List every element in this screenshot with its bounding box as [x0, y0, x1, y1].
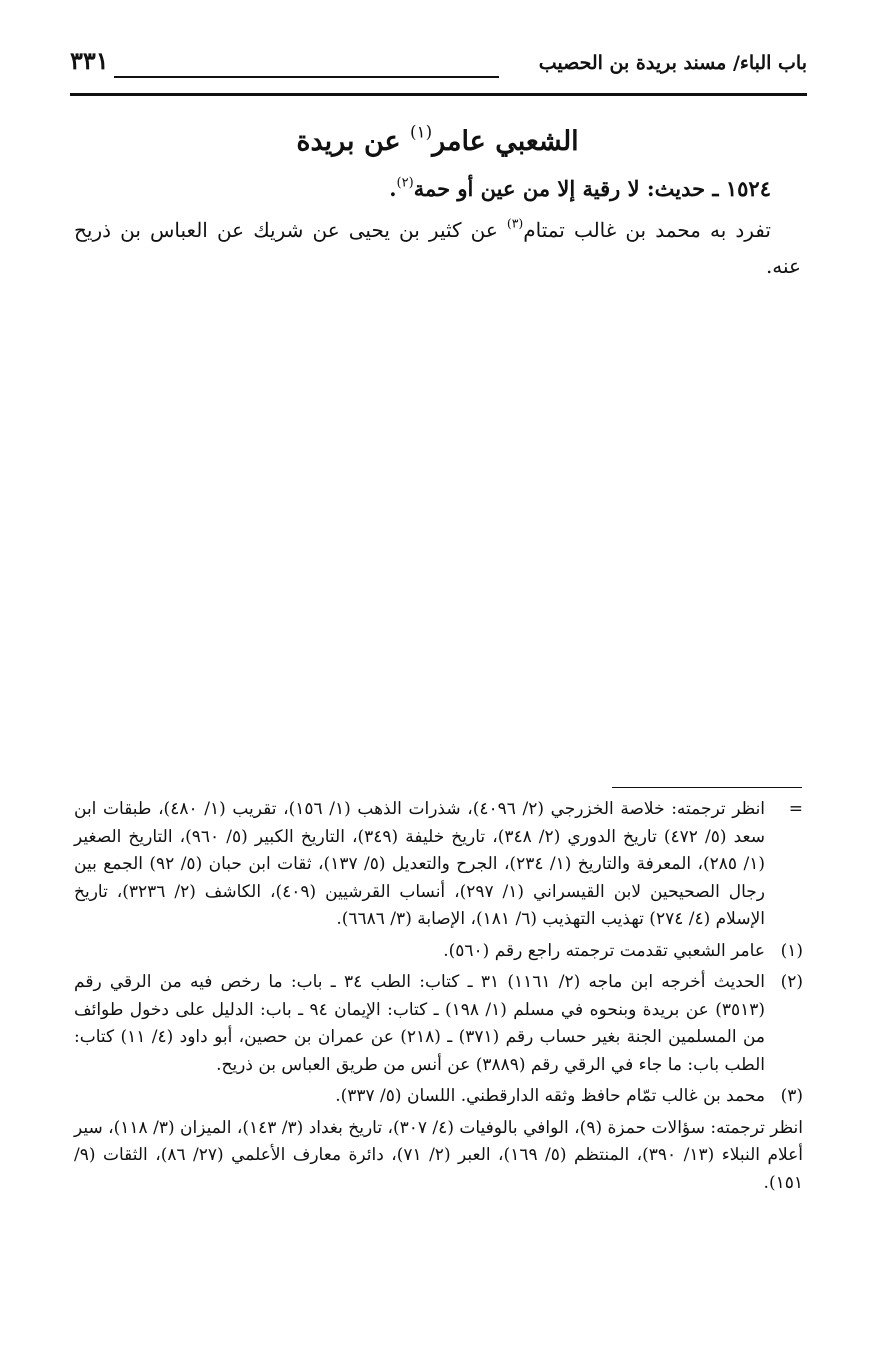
footnote-ref-3: (٣) — [506, 215, 524, 231]
footnote-marker: (٣) — [780, 1086, 803, 1106]
footnote-continuation — [74, 796, 803, 934]
footnote-ref-1: (١) — [410, 121, 433, 142]
footnote-text: عامر الشعبي تقدمت ترجمته راجع رقم (٥٦٠). — [443, 940, 765, 961]
body-text-part1: تفرد به محمد بن غالب تمتام — [523, 218, 771, 242]
running-header — [70, 46, 807, 92]
footnote-marker: (٢) — [780, 972, 803, 992]
header-rule — [70, 93, 807, 96]
footnote-text: الحديث أخرجه ابن ماجه (٢/ ١١٦١) ٣١ ـ كتاب: الطب ٣٤ ـ باب: ما رخص فيه من الرقي رقم (٣٥١٣) عن بريدة وبنحوه في مسلم (١/ ١٩٨) ـ كتاب: الإيمان ٩٤ ـ باب: الدليل على دخول طوائف من المسلمين الجنة بغير حساب رقم (٣٧١) ـ (٢١٨) عن عمران بن حصين، أبو داود (٤/ ١١) كتاب: الطب باب: ما جاء في الرقي رقم (٣٨٨٩) عن أنس من طريق العباس بن ذريح. — [74, 972, 765, 1075]
footnote-2 — [74, 969, 803, 1079]
chapter-title-end: عن بريدة — [296, 126, 411, 157]
footnotes — [74, 796, 803, 1197]
footnote-ref-2: (٢) — [396, 175, 414, 191]
body-paragraph — [74, 212, 801, 284]
footnote-1 — [74, 938, 803, 966]
hadith-label: ـ حديث: — [639, 176, 726, 201]
hadith-number: ١٥٢٤ — [725, 176, 771, 201]
hadith-end: . — [389, 176, 397, 201]
running-title: باب الباء/ مسند بريدة بن الحصيب — [538, 52, 807, 74]
main-text — [74, 118, 801, 284]
header-line — [114, 76, 499, 78]
footnote-text: محمد بن غالب تمّام حافظ وثقه الدارقطني. اللسان (٥/ ٣٣٧). — [335, 1086, 765, 1106]
continuation-marker: = — [788, 799, 803, 819]
footnote-text: انظر ترجمته: خلاصة الخزرجي (٢/ ٤٠٩٦)، شذرات الذهب (١/ ١٥٦)، تقريب (١/ ٤٨٠)، طبقات ابن سعد (٥/ ٤٧٢) تاريخ الدوري (٢/ ٣٤٨)، تاريخ خليفة (٣٤٩)، التاريخ الكبير (٥/ ٩٦٠)، التاريخ الصغير (١/ ٢٨٥)، المعرفة والتاريخ (١/ ٢٣٤)، الجرح والتعديل (٥/ ١٣٧)، ثقات ابن حبان (٥/ ٩٢) الجمع بين رجال الصحيحين لابن القيسراني (١/ ٢٩٧)، أنساب القرشيين (٤٠٩)، الكاشف (٢/ ٣٢٣٦)، تاريخ الإسلام (٤/ ٢٧٤) تهذيب التهذيب (٦/ ١٨١)، الإصابة (٣/ ٦٦٨٦). — [74, 799, 766, 929]
body-text-part2: عن كثير بن يحيى عن شريك عن العباس بن ذريح عنه. — [74, 218, 801, 278]
footnote-separator — [612, 787, 802, 788]
footnote-3 — [74, 1083, 803, 1111]
footnote-marker: (١) — [780, 940, 803, 961]
page-number: ٣٣١ — [70, 46, 109, 75]
chapter-title-text: الشعبي عامر — [432, 126, 579, 157]
hadith-text: لا رقية إلا من عين أو حمة — [413, 176, 640, 201]
footnote-3-references: انظر ترجمته: سؤالات حمزة (٩)، الوافي بالوفيات (٤/ ٣٠٧)، تاريخ بغداد (٣/ ١٤٣)، الميزان (٣/ ١١٨)، سير أعلام النبلاء (١٣/ ٣٩٠)، المنتظم (٥/ ١٦٩)، العبر (٢/ ٧١)، دائرة معارف الأعلمي (٢٧/ ٨٦)، الثقات (٩/ ١٥١). — [74, 1117, 803, 1193]
chapter-title — [74, 122, 801, 162]
hadith-entry — [74, 172, 771, 206]
